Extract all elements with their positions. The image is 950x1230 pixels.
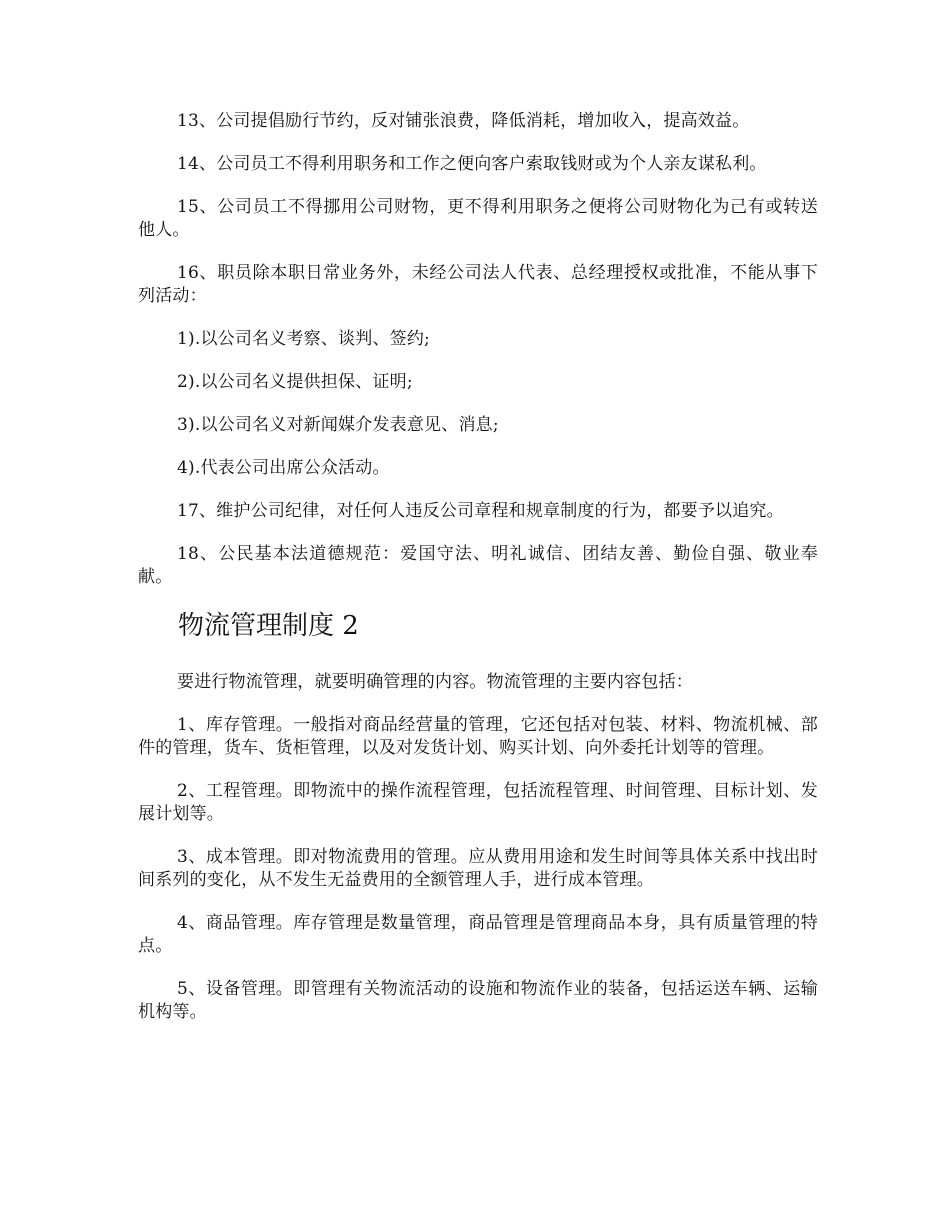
paragraph-13: 13、公司提倡励行节约，反对铺张浪费，降低消耗，增加收入，提高效益。 — [177, 111, 750, 131]
paragraph-15: 15、公司员工不得挪用公司财物，更不得利用职务之便将公司财物化为己有或转送他人。 — [138, 197, 818, 240]
document-body — [138, 110, 818, 1044]
cost-management-paragraph: 3、成本管理。即对物流费用的管理。应从费用用途和发生时间等具体关系中找出时间系列的变化，从不发生无益费用的全额管理人手，进行成本管理。 — [138, 847, 818, 890]
paragraph-14: 14、公司员工不得利用职务和工作之便向客户索取钱财或为个人亲友谋私利。 — [177, 154, 767, 174]
list-item-2: 2).以公司名义提供担保、证明; — [177, 372, 413, 392]
list-item-1: 1).以公司名义考察、谈判、签约; — [177, 329, 430, 349]
paragraph-18: 18、公民基本法道德规范：爱国守法、明礼诚信、团结友善、勤俭自强、敬业奉献。 — [138, 544, 818, 587]
equipment-management-paragraph: 5、设备管理。即管理有关物流活动的设施和物流作业的装备，包括运送车辆、运输机构等。 — [138, 979, 818, 1022]
inventory-management-paragraph: 1、库存管理。一般指对商品经营量的管理，它还包括对包装、材料、物流机械、部件的管理，货车、货柜管理，以及对发货计划、购买计划、向外委托计划等的管理。 — [138, 715, 818, 758]
list-item-3: 3).以公司名义对新闻媒介发表意见、消息; — [177, 415, 499, 435]
intro-paragraph: 要进行物流管理，就要明确管理的内容。物流管理的主要内容包括： — [177, 672, 693, 692]
paragraph-16: 16、职员除本职日常业务外，未经公司法人代表、总经理授权或批准，不能从事下列活动： — [138, 263, 818, 306]
goods-management-paragraph: 4、商品管理。库存管理是数量管理，商品管理是管理商品本身，具有质量管理的特点。 — [138, 913, 818, 956]
process-management-paragraph: 2、工程管理。即物流中的操作流程管理，包括流程管理、时间管理、目标计划、发展计划等。 — [138, 781, 818, 824]
list-item-4: 4).代表公司出席公众活动。 — [177, 458, 390, 478]
section-heading: 物流管理制度 2 — [178, 611, 359, 641]
paragraph-17: 17、维护公司纪律，对任何人违反公司章程和规章制度的行为，都要予以追究。 — [177, 501, 784, 521]
